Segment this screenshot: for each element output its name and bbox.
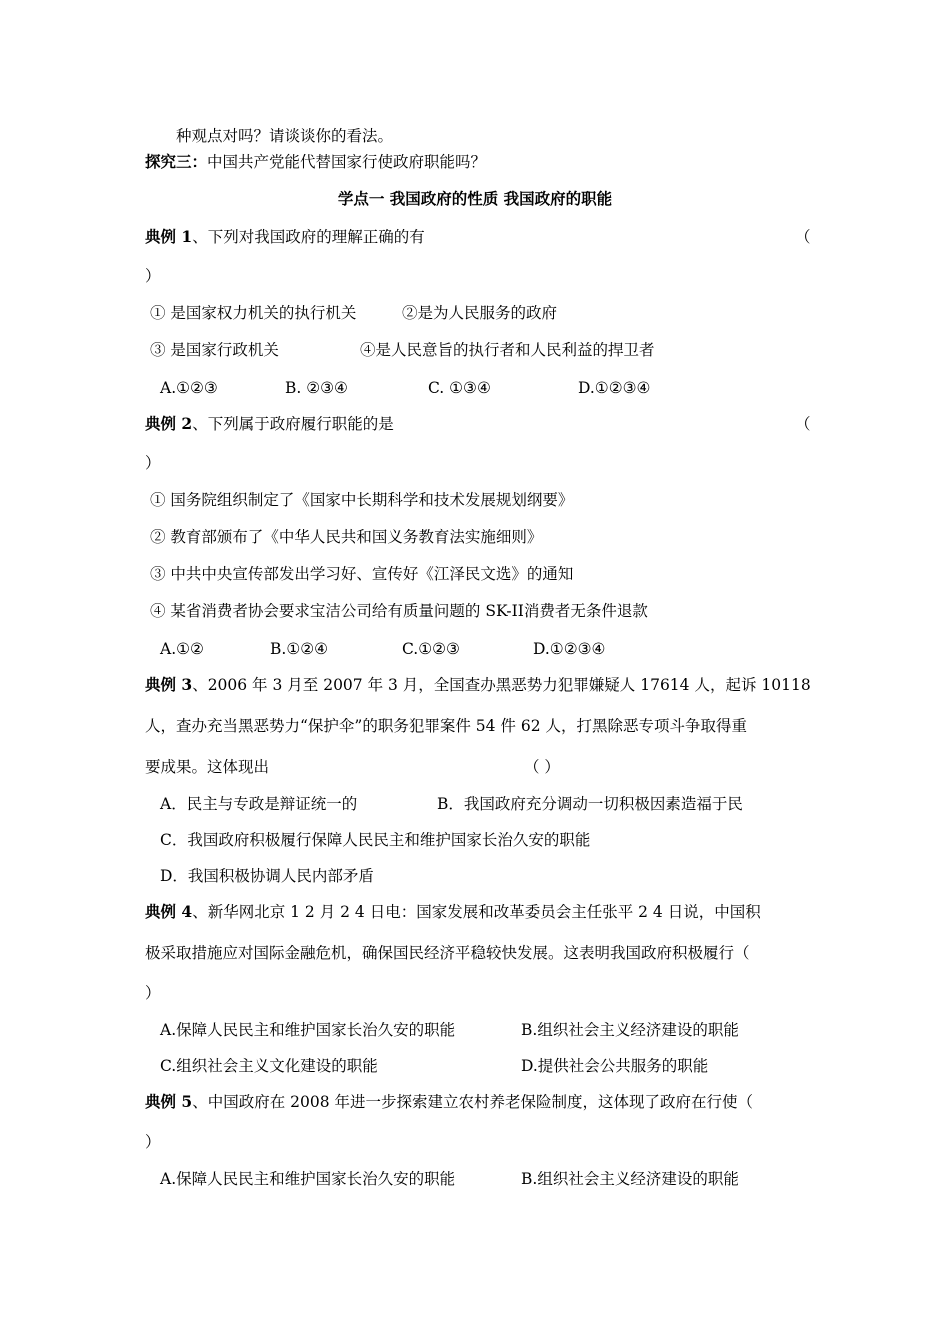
example-3-label: 典例 3 [145,675,193,694]
intro-line: 种观点对吗？请谈谈你的看法。 [176,127,394,145]
section-title: 学点一 我国政府的性质 我国政府的职能 [337,189,613,208]
example-2-stem [145,414,394,434]
explore-three [145,152,486,172]
example-2-paren-close: ） [145,454,161,472]
example-4-line-3: ） [145,984,161,1002]
example-2-option-a: A.①② [160,640,204,658]
example-2-item-1: ① 国务院组织制定了《国家中长期科学和技术发展规划纲要》 [150,491,574,509]
example-1-item-2: ②是为人民服务的政府 [402,304,558,322]
example-2-option-c: C.①②③ [402,640,460,658]
example-2-question: 、下列属于政府履行职能的是 [192,415,394,433]
example-1-item-4: ④是人民意旨的执行者和人民利益的捍卫者 [360,341,655,359]
example-3-line-1 [145,675,811,695]
example-3-text-1: 、2006 年 3 月至 2007 年 3 月，全国查办黑恶势力犯罪嫌疑人 17614 人，起诉 10118 [192,676,811,694]
example-4-option-b: B.组织社会主义经济建设的职能 [521,1021,739,1039]
example-3-line-3: 要成果。这体现出 [145,758,270,776]
example-2-paren-open: （ [795,415,811,433]
example-4-option-a: A.保障人民民主和维护国家长治久安的职能 [160,1021,456,1039]
example-3-paren: （ ） [524,758,560,776]
example-4-text-1: 、新华网北京 1 2 月 2 4 日电：国家发展和改革委员会主任张平 2 4 日说，中国积 [192,903,761,921]
example-3-option-a: A．民主与专政是辩证统一的 [160,795,358,813]
example-2-option-d: D.①②③④ [533,640,606,658]
example-1-option-c: C. ①③④ [428,379,491,397]
example-5-line-2: ） [145,1133,161,1151]
example-1-stem [145,227,425,247]
example-4-line-2: 极采取措施应对国际金融危机，确保国民经济平稳较快发展。这表明我国政府积极履行（ [145,944,750,962]
example-5-line-1 [145,1092,753,1112]
example-1-option-d: D.①②③④ [578,379,651,397]
example-3-option-d: D．我国积极协调人民内部矛盾 [160,867,374,885]
example-1-question: 、下列对我国政府的理解正确的有 [192,228,425,246]
example-3-option-c: C．我国政府积极履行保障人民民主和维护国家长治久安的职能 [160,831,591,849]
example-2-item-2: ② 教育部颁布了《中华人民共和国义务教育法实施细则》 [150,528,543,546]
example-5-label: 典例 5 [145,1092,193,1111]
example-2-label: 典例 2 [145,414,193,433]
example-1-label: 典例 1 [145,227,193,246]
example-5-option-b: B.组织社会主义经济建设的职能 [521,1170,739,1188]
example-4-option-d: D.提供社会公共服务的职能 [521,1057,709,1075]
example-2-item-4: ④ 某省消费者协会要求宝洁公司给有质量问题的 SK-II消费者无条件退款 [150,602,648,620]
example-1-item-3: ③ 是国家行政机关 [150,341,279,359]
example-1-item-1: ① 是国家权力机关的执行机关 [150,304,357,322]
explore-three-text: 中国共产党能代替国家行使政府职能吗？ [207,153,487,171]
example-1-option-b: B. ②③④ [285,379,348,397]
example-1-paren-close: ） [145,267,161,285]
example-1-option-a: A.①②③ [160,379,218,397]
example-4-line-1 [145,902,761,922]
example-3-line-2: 人，查办充当黑恶势力“保护伞”的职务犯罪案件 54 件 62 人，打黑除恶专项斗争取得重 [145,717,748,735]
example-5-text-1: 、中国政府在 2008 年进一步探索建立农村养老保险制度，这体现了政府在行使（ [192,1093,753,1111]
example-3-option-b: B．我国政府充分调动一切积极因素造福于民 [437,795,743,813]
example-2-option-b: B.①②④ [270,640,329,658]
explore-three-label: 探究三： [145,152,208,171]
example-4-label: 典例 4 [145,902,193,921]
example-1-paren-open: （ [795,228,811,246]
example-4-option-c: C.组织社会主义文化建设的职能 [160,1057,378,1075]
example-2-item-3: ③ 中共中央宣传部发出学习好、宣传好《江泽民文选》的通知 [150,565,574,583]
example-5-option-a: A.保障人民民主和维护国家长治久安的职能 [160,1170,456,1188]
